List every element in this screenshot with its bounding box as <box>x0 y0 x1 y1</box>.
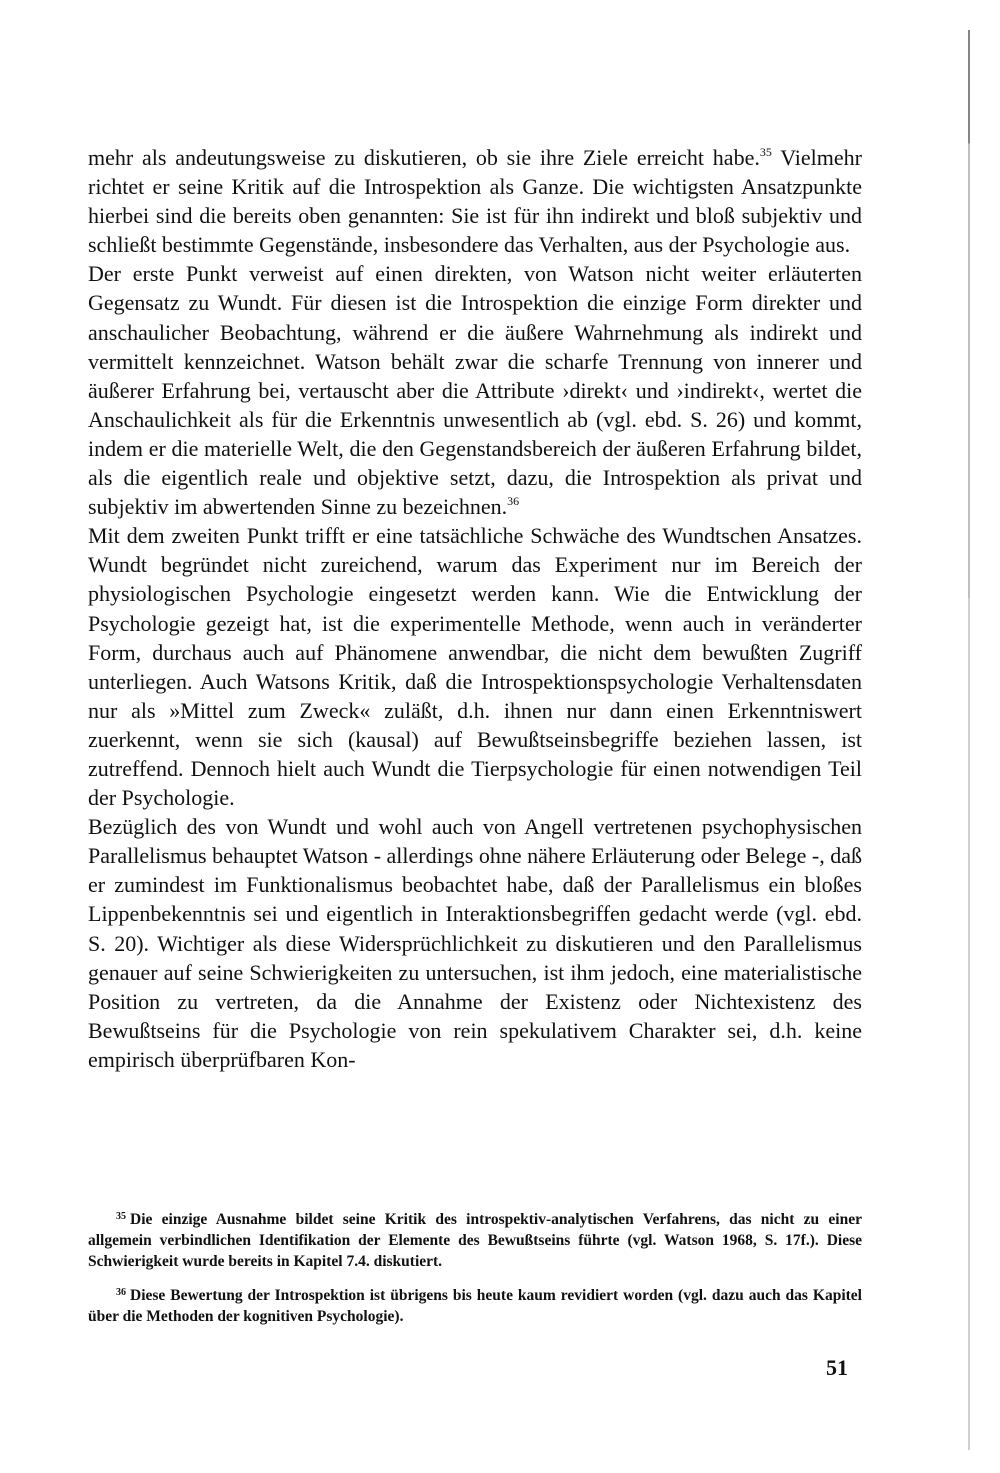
footnote-35-text: Die einzige Ausnahme bildet seine Kritik des introspektiv-analytischen Verfahrens, das nicht zu einer allgemein verbindlichen Identifikation der Elemente des Bewußtseins führte (vgl. Watson 1968, S. 17f.). Diese Schwierigkeit wurde bereits in Kapitel 7.4. diskutiert. <box>88 1211 862 1270</box>
main-text <box>88 143 862 1074</box>
footnote-mark-36: 36 <box>116 1287 126 1298</box>
paragraph-4 <box>88 812 862 1074</box>
paragraph-4-text: Bezüglich des von Wundt und wohl auch von Angell vertretenen psychophysischen Parallelismus behauptet Watson - allerdings ohne nähere Erläuterung oder Belege -, daß er zumindest im Funktionalismus beobachtet habe, daß der Parallelismus ein bloßes Lippenbekenntnis sei und eigentlich in Interaktionsbegriffen gedacht werde (vgl. ebd. S. 20). Wichtiger als diese Widersprüchlichkeit zu diskutieren und den Parallelismus genauer auf seine Schwierigkeiten zu untersuchen, ist ihm jedoch, eine materialistische Position zu vertreten, da die Annahme der Existenz oder Nichtexistenz des Bewußtseins für die Psychologie von rein spekulativem Charakter sei, d.h. keine empirisch überprüfbaren Kon- <box>88 814 862 1072</box>
scan-edge-line <box>968 30 970 1450</box>
paragraph-1-text: mehr als andeutungsweise zu diskutieren, ob sie ihre Ziele erreicht habe. <box>88 145 760 170</box>
footnote-36-text: Diese Bewertung der Introspektion ist übrigens bis heute kaum revidiert worden (vgl. dazu auch das Kapitel über die Methoden der kognitiven Psychologie). <box>88 1287 862 1325</box>
paragraph-3 <box>88 521 862 812</box>
paragraph-3-text: Mit dem zweiten Punkt trifft er eine tatsächliche Schwäche des Wundtschen Ansatzes. Wundt begründet nicht zureichend, warum das Experiment nur im Bereich der physiologischen Psychologie eingesetzt werden kann. Wie die Entwicklung der Psychologie gezeigt hat, ist die experimentelle Methode, wenn auch in veränderter Form, durchaus auch auf Phänomene anwendbar, die nicht dem bewußten Zugriff unterliegen. Auch Watsons Kritik, daß die Introspektionspsychologie Verhaltensdaten nur als »Mittel zum Zweck« zuläßt, d.h. ihnen nur dann einen Erkenntniswert zuerkennt, wenn sie sich (kausal) auf Bewußtseinsbegriffe beziehen lassen, ist zutreffend. Dennoch hielt auch Wundt die Tierpsychologie für einen notwendigen Teil der Psychologie. <box>88 523 862 811</box>
paragraph-1-text-cont: Vielmehr richtet er seine Kritik auf die Introspektion als Ganze. Die wichtigsten Ansatzpunkte hierbei sind die bereits oben genannten: Sie ist für ihn indirekt und bloß subjektiv und schließt bestimmte Gegenstände, insbesondere das Verhalten, aus der Psychologie aus. <box>88 145 862 258</box>
paragraph-2-text: Der erste Punkt verweist auf einen direkten, von Watson nicht weiter erläuterten Gegensatz zu Wundt. Für diesen ist die Introspektion die einzige Form direkter und anschaulicher Beobachtung, während er die äußere Wahrnehmung als indirekt und vermittelt kennzeichnet. Watson behält zwar die scharfe Trennung von innerer und äußerer Erfahrung bei, vertauscht aber die Attribute ›direkt‹ und ›indirekt‹, wertet die Anschaulichkeit als für die Erkenntnis unwesentlich ab (vgl. ebd. S. 26) und kommt, indem er die materielle Welt, die den Gegenstandsbereich der äußeren Erfahrung bildet, als die eigentlich reale und objektive setzt, dazu, die Introspektion als privat und subjektiv im abwertenden Sinne zu bezeichnen. <box>88 261 862 520</box>
footnote-ref-36[interactable]: 36 <box>507 494 520 509</box>
page-number: 51 <box>826 1355 848 1380</box>
footnote-mark-35: 35 <box>116 1211 126 1222</box>
footnote-ref-35[interactable]: 35 <box>759 145 772 159</box>
footnotes <box>88 1206 862 1337</box>
footnote-36 <box>88 1282 862 1327</box>
paragraph-2 <box>88 259 862 521</box>
footnote-35 <box>88 1206 862 1272</box>
body-text <box>88 143 862 1074</box>
paragraph-1 <box>88 143 862 259</box>
